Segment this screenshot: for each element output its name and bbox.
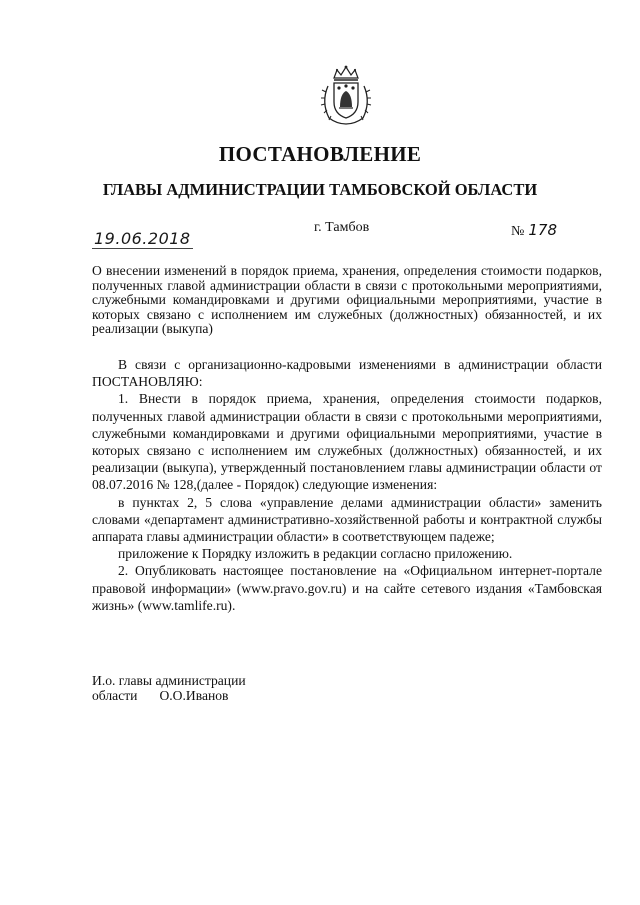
number-label: № xyxy=(511,224,525,239)
body-paragraph: В связи с организационно-кадровыми изменениями в администрации области ПОСТАНОВЛЯЮ: xyxy=(92,357,602,390)
body-paragraph: в пунктах 2, 5 слова «управление делами администрации области» заменить словами «департамент административно-хозяйственной работы и контрактной службы аппарата главы администрации области» в соответствующем падеже; xyxy=(92,494,602,545)
number-value: 178 xyxy=(528,221,557,239)
body-paragraph: 2. Опубликовать настоящее постановление на «Официальном интернет-портале правовой информации» (www.pravo.gov.ru) и на сайте сетевого издания «Тамбовская жизнь» (www.tamlife.ru). xyxy=(92,563,602,613)
document-issuer: ГЛАВЫ АДМИНИСТРАЦИИ ТАМБОВСКОЙ ОБЛАСТИ xyxy=(102,180,538,199)
signatory-position: области xyxy=(92,688,138,703)
document-title: ПОСТАНОВЛЕНИЕ xyxy=(218,142,422,166)
signatory-title: И.о. главы администрации xyxy=(92,673,246,688)
signatory-name: О.О.Иванов xyxy=(159,688,229,703)
document-city: г. Тамбов xyxy=(314,220,370,235)
document-subject: О внесении изменений в порядок приема, хранения, определения стоимости подарков, полученных главой администрации области в связи с протокольными мероприятиями, служебными командировками и другими официальными мероприятиями, участие в которых связано с исполнением им служебных (должностных) обязанностей, и их реализации (выкупа) xyxy=(92,263,602,336)
tambov-coat-of-arms-icon xyxy=(317,64,375,126)
signature-block xyxy=(92,673,246,703)
body-paragraph: приложение к Порядку изложить в редакции согласно приложению. xyxy=(118,546,513,562)
body-paragraph: 1. Внести в порядок приема, хранения, определения стоимости подарков, полученных главой администрации области в связи с протокольными мероприятиями, служебными командировками и другими официальными мероприятиями, участие в которых связано с исполнением им служебных (должностных) обязанностей, и их реализации (выкупа), утвержденный постановлением главы администрации области от 08.07.2016 № 128,(далее - Порядок) следующие изменения: xyxy=(92,391,602,493)
document-body xyxy=(92,356,602,614)
document-date: 19.06.2018 xyxy=(94,229,191,248)
document-number xyxy=(511,221,557,240)
